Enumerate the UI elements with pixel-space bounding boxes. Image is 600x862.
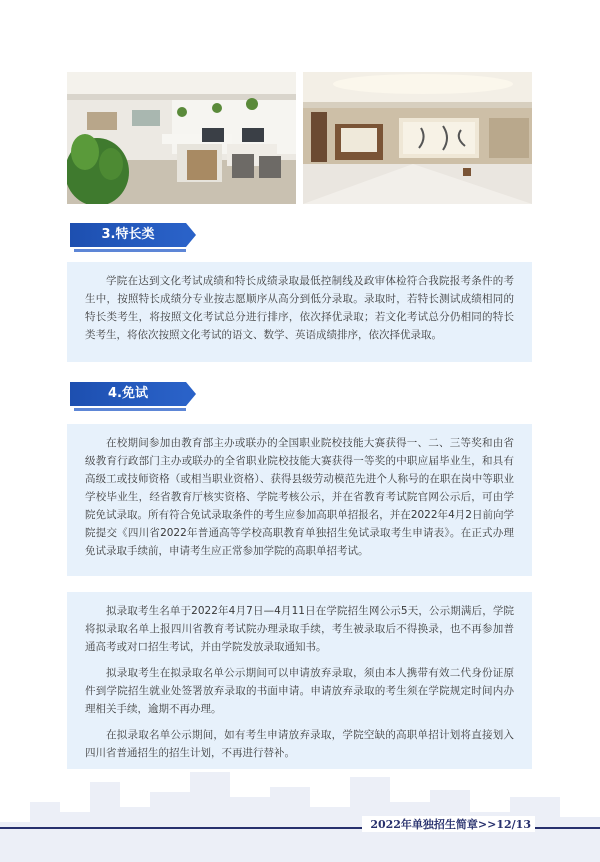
paragraph: 在拟录取名单公示期间，如有考生申请放弃录取，学院空缺的高职单招计划将直接划入四川省普通招生的招生计划，不再进行替补。 <box>85 729 514 759</box>
hall-photo <box>303 72 532 204</box>
section-heading-label: 4.免试 <box>70 382 186 406</box>
section-specialty-body <box>67 262 532 362</box>
heading-underline <box>74 249 186 252</box>
section-heading-label: 3.特长类 <box>70 223 186 247</box>
footer-page-label: 2022年单独招生简章>>12/13 <box>362 816 535 832</box>
admission-notice <box>67 592 532 769</box>
section-exempt-body <box>67 424 532 576</box>
heading-underline <box>74 408 186 411</box>
paragraph: 拟录取考生名单于2022年4月7日—4月11日在学院招生网公示5天，公示期满后，学院将拟录取名单上报四川省教育考试院办理录取手续，考生被录取后不得换录，也不再参加普通高考或对口招生考试，并由学院发放录取通知书。 <box>85 605 514 653</box>
paragraph: 在校期间参加由教育部主办或联办的全国职业院校技能大赛获得一、二、三等奖和由省级教育行政部门主办或联办的全省职业院校技能大赛获得一等奖的中职应届毕业生，和具有高级工或技师资格（或相当职业资格）、获得县级劳动模范先进个人称号的在职在岗中等职业学校毕业生，经省教育厅核实资格、学院考核公示，并在省教育考试院官网公示后，可由学院免试录取。所有符合免试录取条件的考生应参加高职单招报名，并在2022年4月2日前向学院提交《四川省2022年普通高等学校高职教育单独招生免试录取考生申请表》。在正式办理免试录取手续前，申请考生应正常参加学院的高职单招考试。 <box>85 437 514 557</box>
office-photo <box>67 72 296 204</box>
paragraph: 拟录取考生在拟录取名单公示期间可以申请放弃录取，须由本人携带有效二代身份证原件到学院招生就业处签署放弃录取的书面申请。申请放弃录取的考生须在学院规定时间内办理相关手续，逾期不再办理。 <box>85 667 514 715</box>
paragraph: 学院在达到文化考试成绩和特长成绩录取最低控制线及政审体检符合我院报考条件的考生中，按照特长成绩分专业按志愿顺序从高分到低分录取。录取时，若特长测试成绩相同的特长类考生，将按照文化考试总分进行排序，依次择优录取；若文化考试总分仍相同的特长类考生，将依次按照文化考试的语文、数学、英语成绩排序，依次择优录取。 <box>85 275 514 341</box>
